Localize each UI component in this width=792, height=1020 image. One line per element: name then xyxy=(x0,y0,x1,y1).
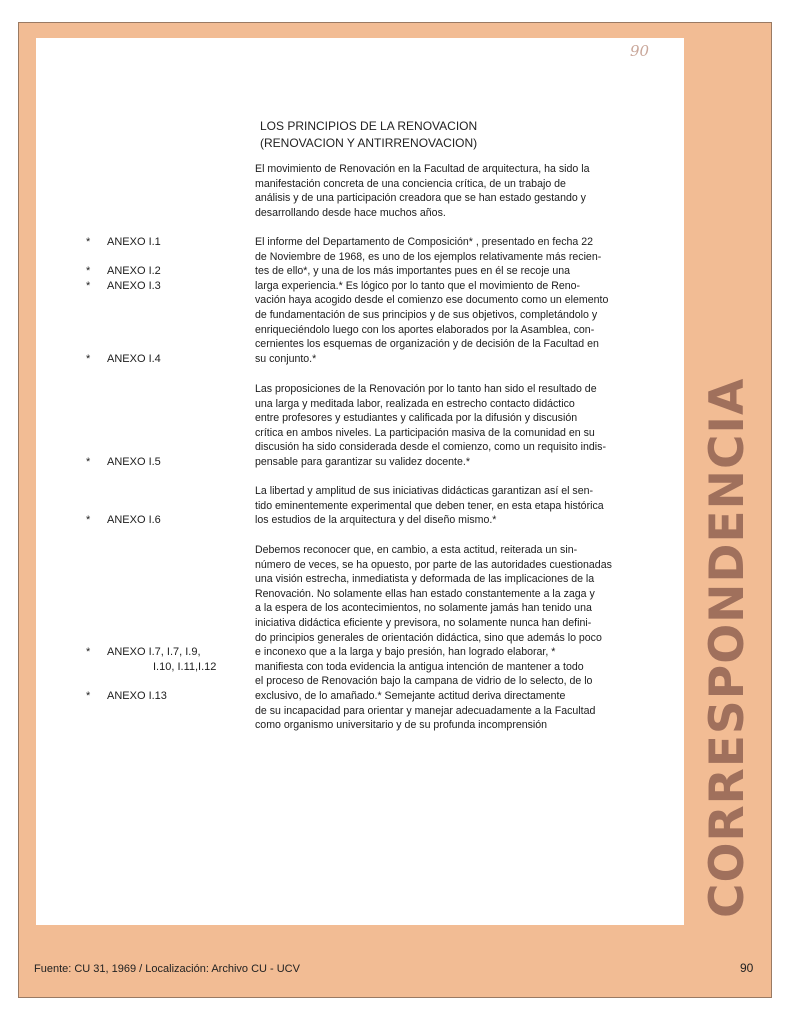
annex-note-3 xyxy=(86,279,161,294)
annex-note-7 xyxy=(86,645,201,660)
annex-label: ANEXO I.6 xyxy=(107,514,161,526)
text-line: a la espera de los acontecimientos, no solamente jamás han tenido una xyxy=(255,602,592,615)
title-line-1: LOS PRINCIPIOS DE LA RENOVACION xyxy=(260,119,478,133)
text-line: de Noviembre de 1968, es uno de los ejemplos relativamente más recien- xyxy=(255,250,602,263)
text-line: La libertad y amplitud de sus iniciativas didácticas garantizan así el sen- xyxy=(255,485,594,497)
section-label-vertical: CORRESPONDENCIA xyxy=(700,377,755,918)
text-line: iniciativa didáctica eficiente y previsora, no solamente nunca han defini- xyxy=(255,616,592,629)
text-line: manifestación concreta de una conciencia crítica, de un trabajo de xyxy=(255,177,566,190)
text-line: exclusivo, de lo amañado.* Semejante actitud deriva directamente xyxy=(255,689,566,702)
annex-star: * xyxy=(86,280,91,292)
annex-note-6 xyxy=(86,513,161,528)
text-line: enriqueciéndolo luego con los aportes elaborados por la Asamblea, con- xyxy=(255,323,595,336)
text-line: El movimiento de Renovación en la Facultad de arquitectura, ha sido la xyxy=(255,163,590,175)
paragraph-1 xyxy=(255,162,665,220)
text-line: crítica en ambos niveles. La participación masiva de la comunidad en su xyxy=(255,426,595,439)
text-line: su conjunto.* xyxy=(255,352,317,365)
paragraph-5 xyxy=(255,543,665,733)
text-line: el proceso de Renovación bajo la campana de vidrio de lo selecto, de lo xyxy=(255,675,593,688)
annex-star: * xyxy=(86,456,91,468)
annex-label: ANEXO I.7, I.7, I.9, xyxy=(107,646,201,658)
text-line: pensable para garantizar su validez docente.* xyxy=(255,455,470,468)
text-line: Las proposiciones de la Renovación por lo tanto han sido el resultado de xyxy=(255,383,597,395)
text-line: como organismo universitario y de su profunda incomprensión xyxy=(255,719,548,732)
title-line-2: (RENOVACION Y ANTIRRENOVACION) xyxy=(260,136,478,150)
text-line: número de veces, se ha opuesto, por parte de las autoridades cuestionadas xyxy=(255,558,612,571)
annex-star: * xyxy=(86,514,91,526)
footer-source: Fuente: CU 31, 1969 / Localización: Archivo CU - UCV xyxy=(34,963,300,975)
text-line: tes de ello*, y una de los más importantes pues en él se recoje una xyxy=(255,265,571,278)
text-line: una larga y meditada labor, realizada en estrecho contacto didáctico xyxy=(255,397,575,410)
annex-label: ANEXO I.1 xyxy=(107,236,161,248)
annex-label: ANEXO I.4 xyxy=(107,353,161,365)
text-line: vación haya acogido desde el comienzo ese documento como un elemento xyxy=(255,294,609,307)
annex-label: ANEXO I.3 xyxy=(107,280,161,292)
annex-note-7-continuation: I.10, I.11,I.12 xyxy=(153,661,217,673)
text-line: desarrollando desde hace muchos años. xyxy=(255,206,446,219)
text-line: larga experiencia.* Es lógico por lo tanto que el movimiento de Reno- xyxy=(255,279,581,292)
text-line: Renovación. No solamente ellas han estado constantemente a la zaga y xyxy=(255,587,595,600)
text-line: los estudios de la arquitectura y del diseño mismo.* xyxy=(255,514,497,527)
paragraph-3 xyxy=(255,382,665,470)
text-line: cernientes los esquemas de organización y de decisión de la Facultad en xyxy=(255,338,599,351)
annex-note-4 xyxy=(86,352,161,367)
annex-label: ANEXO I.5 xyxy=(107,456,161,468)
paragraph-2 xyxy=(255,235,665,366)
annex-star: * xyxy=(86,690,91,702)
text-line: e inconexo que a la larga y bajo presión, han logrado elaborar, * xyxy=(255,646,556,659)
paragraph-4 xyxy=(255,484,665,528)
text-line: Debemos reconocer que, en cambio, a esta actitud, reiterada un sin- xyxy=(255,544,578,556)
annex-star: * xyxy=(86,265,91,277)
text-line: discusión ha sido considerada desde el comienzo, como un requisito indis- xyxy=(255,441,606,454)
text-line: de fundamentación de sus principios y de sus objetivos, completándolo y xyxy=(255,308,598,321)
annex-note-8 xyxy=(86,689,167,704)
text-line: entre profesores y estudiantes y calificada por la difusión y discusión xyxy=(255,412,578,425)
text-line: una visión estrecha, inmediatista y deformada de las implicaciones de la xyxy=(255,573,595,586)
annex-note-1 xyxy=(86,235,161,250)
annex-note-2 xyxy=(86,264,161,279)
annex-star: * xyxy=(86,646,91,658)
text-line: El informe del Departamento de Composición* , presentado en fecha 22 xyxy=(255,236,594,248)
annex-star: * xyxy=(86,236,91,248)
text-line: análisis y de una participación creadora que se han estado gestando y xyxy=(255,192,586,205)
text-line: do principios generales de orientación didáctica, sino que además lo poco xyxy=(255,631,602,644)
document-title xyxy=(260,118,640,152)
text-line: de su incapacidad para orientar y manejar adecuadamente a la Facultad xyxy=(255,704,596,717)
annex-star: * xyxy=(86,353,91,365)
annex-label: ANEXO I.13 xyxy=(107,690,167,702)
handwritten-page-number: 90 xyxy=(630,42,650,60)
annex-label: ANEXO I.2 xyxy=(107,265,161,277)
text-line: manifiesta con toda evidencia la antigua intención de mantener a todo xyxy=(255,660,584,673)
text-line: tido eminentemente experimental que deben tener, en esta etapa histórica xyxy=(255,499,604,512)
annex-note-5 xyxy=(86,455,161,470)
footer-page-number: 90 xyxy=(740,961,754,975)
